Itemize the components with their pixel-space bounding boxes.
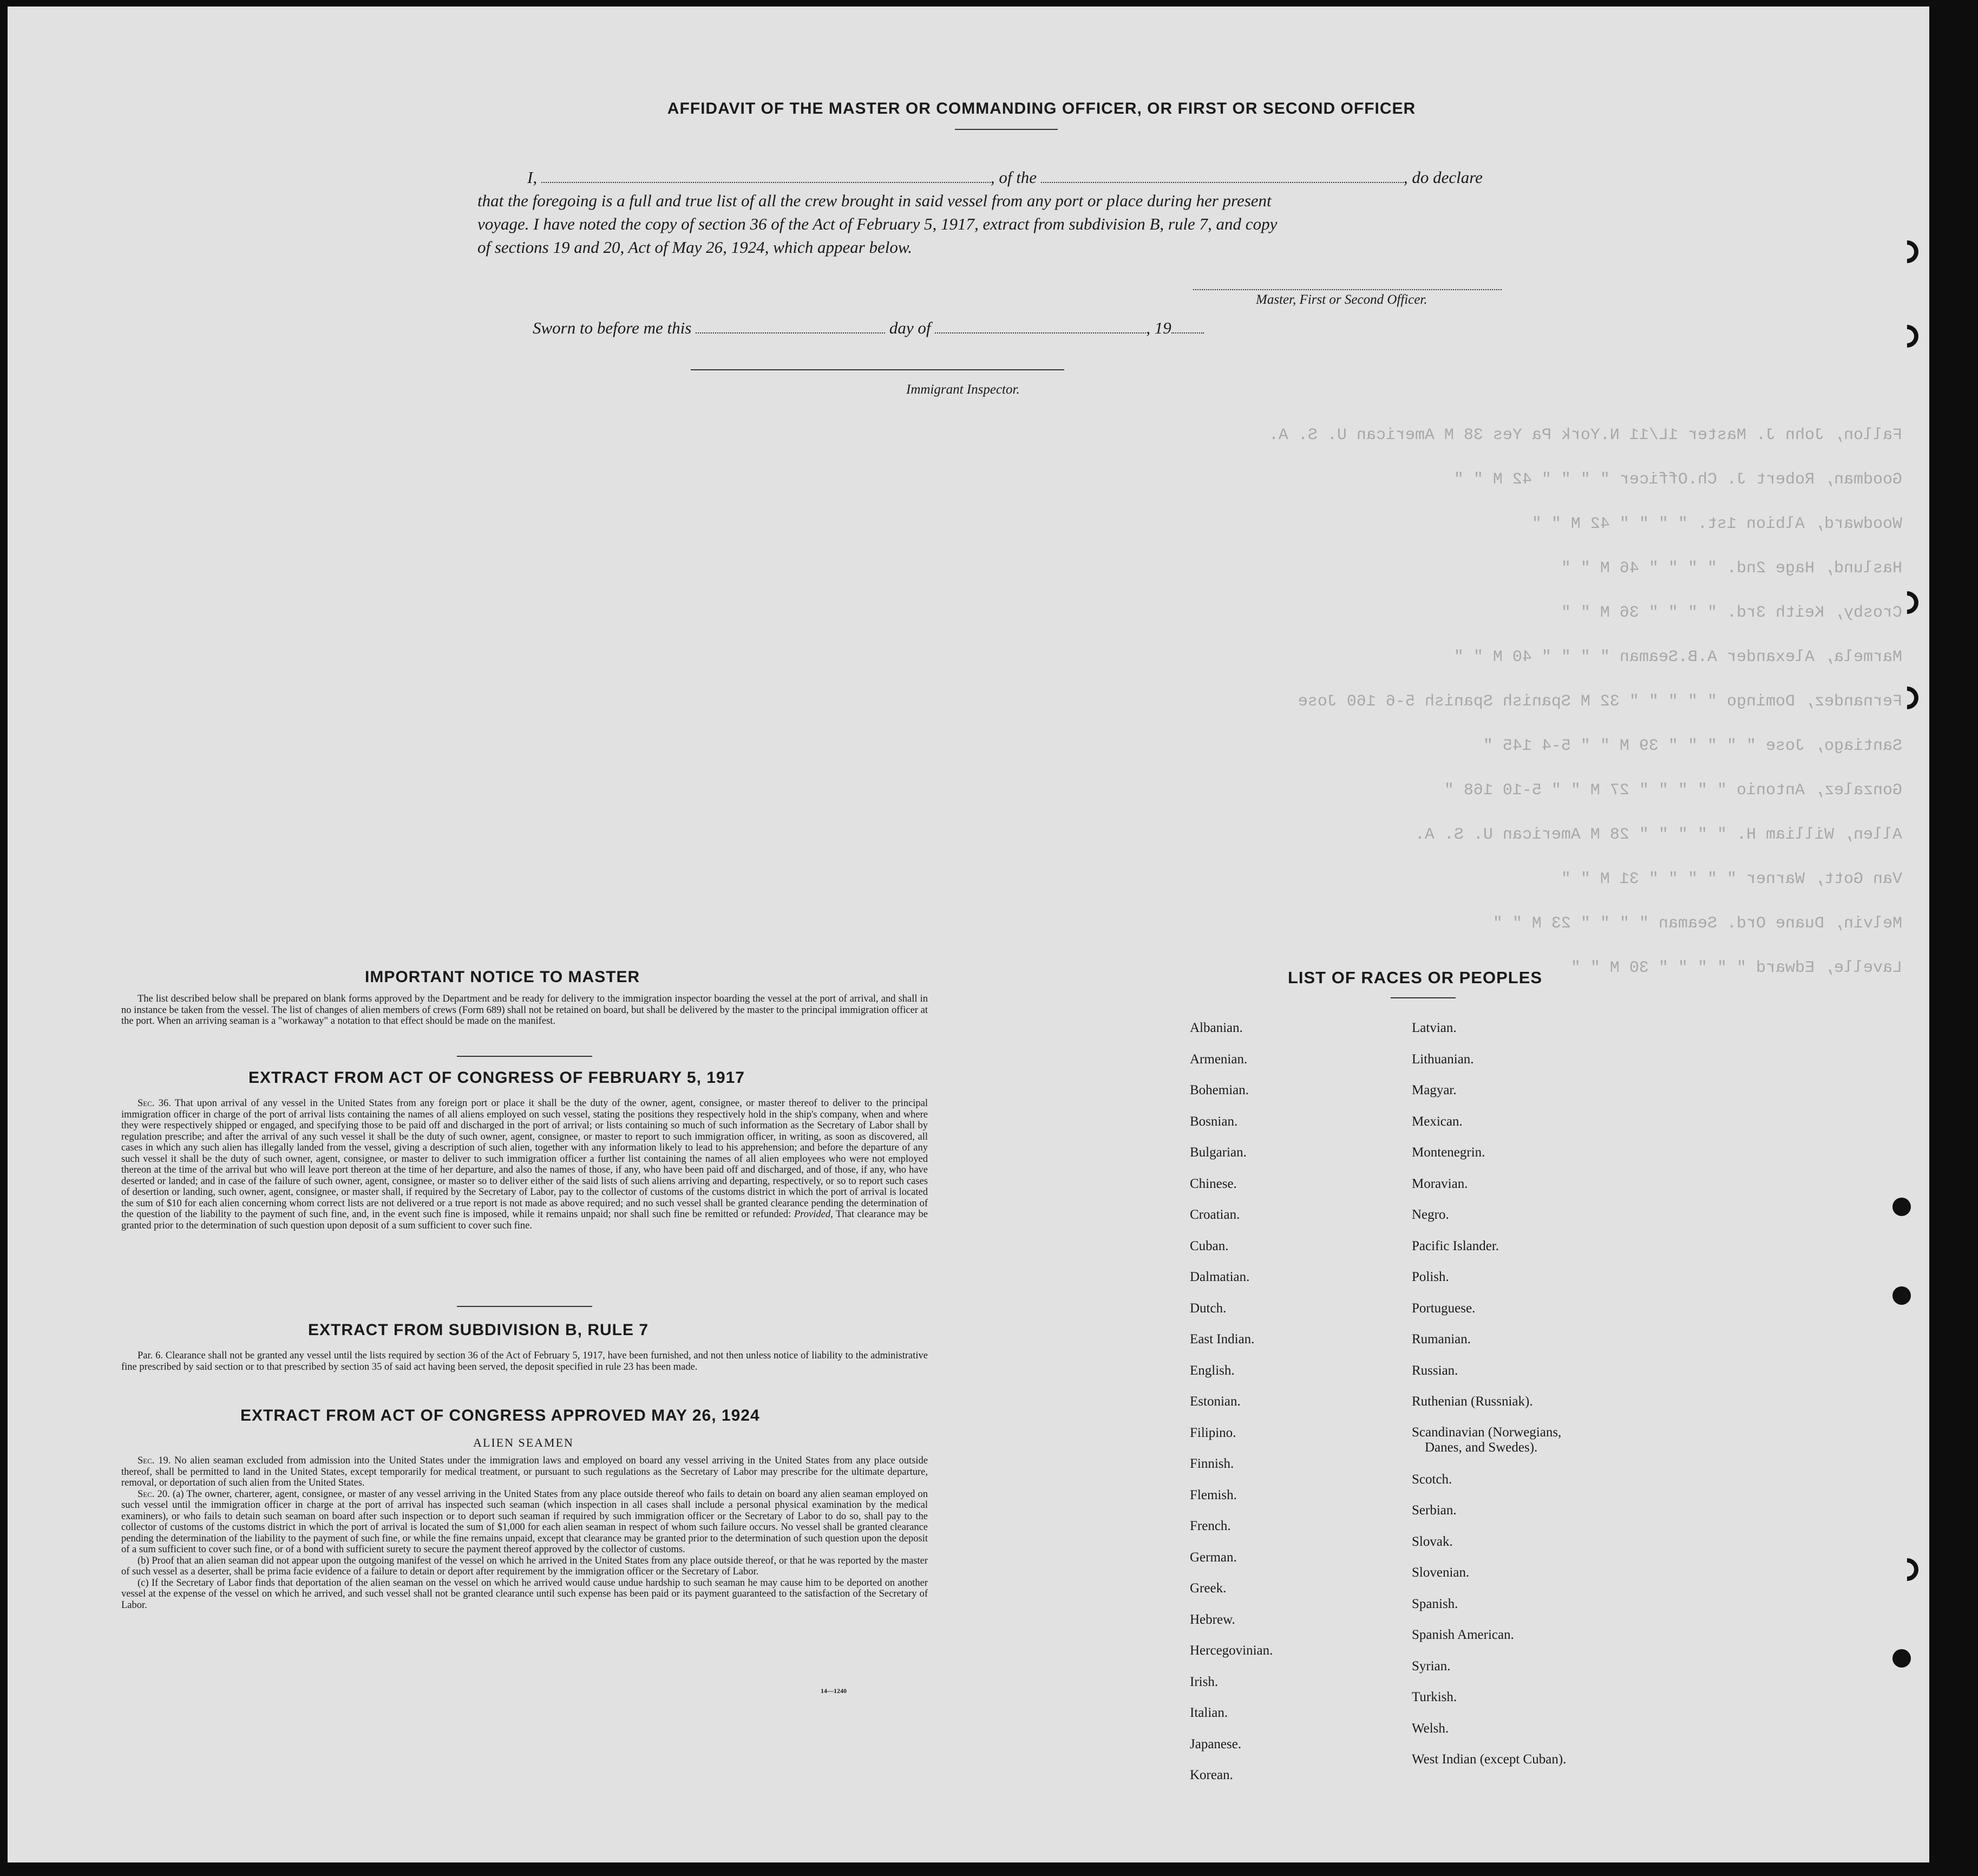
alien-seamen-subtitle: ALIEN SEAMEN: [473, 1436, 574, 1449]
race-item: Lithuanian.: [1412, 1051, 1474, 1067]
race-item: English.: [1190, 1363, 1235, 1378]
race-item: Moravian.: [1412, 1176, 1468, 1191]
race-item: Dutch.: [1190, 1300, 1227, 1316]
race-item: Croatian.: [1190, 1207, 1240, 1222]
notice-text: [121, 993, 928, 1027]
rule7-paragraph: Par. 6. Clearance shall not be granted any vessel until the lists required by section 36 of the Act of February 5, 1917, have been furnished, and not then unless notice of liability to the administrative fine prescribed by said section or to that prescribed by section 35 of said act having been served, the deposit specified in rule 23 has been made.: [121, 1350, 928, 1372]
race-item: Pacific Islander.: [1412, 1238, 1499, 1253]
race-item: Albanian.: [1190, 1021, 1243, 1035]
notice-paragraph: The list described below shall be prepared on blank forms approved by the Department and be ready for delivery to the immigration inspector boarding the vessel at the port of arrival, and shall in no instance be taken from the vessel. The list of changes of alien members of crews (Form 689) shall not be retained on board, but shall be delivered by the master to the principal immigration officer at the port. When an arriving seaman is a "workaway" a notation to that effect should be made on the manifest.: [121, 993, 928, 1027]
race-item: Welsh.: [1412, 1721, 1449, 1736]
races-title: LIST OF RACES OR PEOPLES: [1287, 968, 1543, 987]
affidavit-line-2: that the foregoing is a full and true list of all the crew brought in said vessel from any port or place during her present: [477, 191, 1272, 210]
race-item: West Indian (except Cuban).: [1412, 1752, 1567, 1767]
affidavit-of-the: , of the: [990, 168, 1037, 187]
bleed-through-row: Fernandez, Domingo " " " " " 32 M Spanish Spanish 5-6 160 Jose: [1298, 692, 1902, 711]
bleed-through-row: Fallon, John J. Master 1L/11 N.York Pa Yes 38 M American U. S. A.: [1268, 426, 1902, 445]
race-item: Russian.: [1412, 1363, 1458, 1378]
race-item: Estonian.: [1190, 1394, 1241, 1409]
race-item: Turkish.: [1412, 1690, 1457, 1704]
master-signature-label: Master, First or Second Officer.: [1256, 292, 1427, 307]
race-item: Syrian.: [1412, 1658, 1451, 1674]
extract-rule7-text: [121, 1350, 928, 1372]
extract-1924-title: EXTRACT FROM ACT OF CONGRESS APPROVED MAY 26, 1924: [240, 1407, 760, 1424]
sec-19-paragraph: [121, 1455, 928, 1489]
sworn-month-blank[interactable]: [935, 319, 1146, 334]
race-item: East Indian.: [1190, 1332, 1255, 1346]
divider: [457, 1056, 592, 1057]
race-item: Slovenian.: [1412, 1565, 1470, 1580]
punch-hole: [1891, 1553, 1923, 1585]
sec-20b-paragraph: (b) Proof that an alien seaman did not appear upon the outgoing manifest of the vessel on which he arrived in the United States from any place outside thereof, or that he was reported by the master of such vessel as a deserter, shall be prima facie evidence of a failure to detain or deport after requirement by the immigration officer or the Secretary of Labor.: [121, 1555, 928, 1577]
sworn-day-blank[interactable]: [696, 319, 885, 334]
bleed-through-row: Crosby, Keith 3rd. " " " " 36 M " ": [1561, 604, 1902, 622]
race-item: Finnish.: [1190, 1456, 1234, 1471]
race-item: Scotch.: [1412, 1472, 1452, 1487]
races-left-column: [1190, 1012, 1273, 1791]
sec-36-end: That clearance may be granted prior to the determination of such question upon deposit of a sum sufficient to cover such fine.: [121, 1209, 928, 1231]
master-signature-line[interactable]: [1193, 289, 1502, 290]
race-item: Portuguese.: [1412, 1300, 1476, 1316]
race-item: Hercegovinian.: [1190, 1643, 1273, 1658]
extract-1917-text: [121, 1098, 928, 1231]
notice-title: IMPORTANT NOTICE TO MASTER: [365, 968, 640, 986]
master-name-blank[interactable]: [541, 169, 991, 183]
bleed-through-row: Santiago, Jose " " " " " 39 M " " 5-4 145 ": [1483, 737, 1902, 755]
race-item: Spanish.: [1412, 1596, 1458, 1611]
races-divider: [1391, 997, 1456, 998]
race-item: Negro.: [1412, 1207, 1449, 1222]
bleed-through-row: Gonzalez, Antonio " " " " " 27 M " " 5-10 168 ": [1444, 781, 1902, 800]
bleed-through-row: Woodward, Albion 1st. " " " " 42 M " ": [1531, 515, 1902, 533]
race-item: Greek.: [1190, 1581, 1227, 1596]
document-page: [8, 6, 1929, 1862]
race-item: Italian.: [1190, 1705, 1228, 1720]
title-underline: [955, 129, 1058, 130]
extract-rule7-title: EXTRACT FROM SUBDIVISION B, RULE 7: [308, 1321, 649, 1339]
sec-20c-paragraph: (c) If the Secretary of Labor finds that deportation of the alien seaman on the vessel on which he arrived would cause undue hardship to such seaman he may cause him to be deported on another vessel at the expense of the vessel on which he arrived, and such vessel shall not be granted clearance until such expense has been paid or its payment guaranteed to the satisfaction of the Secretary of Labor.: [121, 1577, 928, 1611]
race-item: Filipino.: [1190, 1425, 1236, 1440]
race-item: Bosnian.: [1190, 1114, 1238, 1129]
bleed-through-row: Lavelle, Edward " " " " " 30 M " ": [1570, 959, 1902, 977]
race-item: Mexican.: [1412, 1114, 1463, 1129]
race-item: French.: [1190, 1519, 1231, 1533]
bleed-through-row: Marmela, Alexander A.B.Seaman " " " " 40 M " ": [1453, 648, 1902, 666]
sec-19-label: Sec. 19.: [137, 1455, 171, 1466]
sec-19-body: No alien seaman excluded from admission into the United States under the immigration laws and employed on board any vessel arriving in the United States from any place outside thereof, shall be permitted to land in the United States, except temporarily for medical treatment, or pursuant to such regulations as the Secretary of Labor may prescribe for the ultimate departure, removal, or deportation of such alien from the United States.: [121, 1455, 928, 1488]
sec-36-label: Sec. 36.: [137, 1098, 171, 1109]
sec-36-body: That upon arrival of any vessel in the United States from any foreign port or place it shall be the duty of the owner, agent, consignee, or master thereof to deliver to the principal immigration officer in charge of the port of arrival lists containing the names of all aliens employed on such vessel, stating the positions they respectively hold in the ship's company, when and where they were respectively shipped or engaged, and specifying those to be paid off and discharged in the port of arrival; or lists containing so much of such information as the Secretary of Labor shall by regulation prescribe; and after the arrival of any such vessel it shall be the duty of such owner, agent, consignee, or master to report to such immigration officer, in writing, as soon as discovered, all cases in which any such alien has illegally landed from the vessel, giving a description of such alien, together with any information likely to lead to his apprehension; and before the departure of any such vessel it shall be the duty of such owner, agent, consignee, or master to deliver to such immigration officer a further list containing the names of all alien employees who were not employed thereon at the time of the arrival but who will leave port thereon at the time of her departure, and also the names of those, if any, who have been paid off and discharged, and of those, if any, who have deserted or landed; and in case of the failure of such owner, agent, consignee, or master so to deliver either of the said lists of such aliens arriving and departing, respectively, or so to report such cases of desertion or landing, such owner, agent, consignee, or master shall, if required by the Secretary of Labor, pay to the collector of customs of the customs district in which the port of arrival is located the sum of $10 for each alien concerning whom correct lists are not delivered or a true report is not made as above required; and no such vessel shall be granted clearance pending the determination of the question of the liability to the payment of such fine, and, in the event such fine is imposed, while it remains unpaid; nor shall such fine be remitted or refunded:: [121, 1098, 928, 1220]
race-item: Polish.: [1412, 1270, 1449, 1284]
race-item: Ruthenian (Russniak).: [1412, 1394, 1533, 1409]
race-item: Hebrew.: [1190, 1612, 1235, 1627]
affidavit-title: AFFIDAVIT OF THE MASTER OR COMMANDING OFFICER, OR FIRST OR SECOND OFFICER: [667, 100, 1416, 117]
extract-1924-text: [121, 1455, 928, 1611]
bleed-through-row: Allen, William H. " " " " " 28 M American U. S. A.: [1414, 826, 1902, 844]
race-item: Dalmatian.: [1190, 1270, 1250, 1284]
race-item: Flemish.: [1190, 1487, 1237, 1502]
sworn-year: , 19: [1146, 318, 1171, 337]
race-item: Japanese.: [1190, 1736, 1242, 1751]
sec-20a-paragraph: [121, 1489, 928, 1555]
bleed-through-row: Van Gott, Warner " " " " " 31 M " ": [1561, 870, 1902, 888]
race-item: Montenegrin.: [1412, 1145, 1485, 1160]
race-item: Serbian.: [1412, 1503, 1457, 1518]
affidavit-declare: , do declare: [1403, 168, 1483, 187]
races-right-column: [1412, 1012, 1566, 1775]
sworn-text: Sworn to before me this: [533, 318, 692, 337]
race-item: Korean.: [1190, 1768, 1233, 1782]
vessel-name-blank[interactable]: [1041, 169, 1404, 183]
punch-hole: [1892, 1649, 1911, 1668]
race-item: Cuban.: [1190, 1238, 1229, 1253]
divider: [457, 1306, 592, 1307]
sworn-day-of: day of: [889, 318, 931, 337]
extract-1917-title: EXTRACT FROM ACT OF CONGRESS OF FEBRUARY 5, 1917: [248, 1069, 745, 1087]
form-number: 14—1240: [821, 1687, 847, 1695]
race-item: Chinese.: [1190, 1176, 1237, 1191]
inspector-label: Immigrant Inspector.: [906, 382, 1020, 397]
race-item: Magyar.: [1412, 1083, 1457, 1097]
sec-20a-body: (a) The owner, charterer, agent, consignee, or master of any vessel arriving in the United States from any place outside thereof who fails to detain on board any alien seaman employed on such vessel until the immigration officer in charge at the port of arrival has inspected such seaman (which inspection in all cases shall include a personal physical examination by the medical examiners), or who fails to detain such seaman on board after such inspection or to deport such seaman if required by such immigration officer or the Secretary of Labor to do so, shall pay to the collector of customs of the customs district in which the port of arrival is located the sum of $1,000 for each alien seaman in respect of whom such failure occurs. No vessel shall be granted clearance pending the determination of the liability to the payment of such fine, or while the fine remains unpaid, except that clearance may be granted prior to the determination of such question upon the deposit of a sum sufficient to cover such fine, or of a bond with sufficient surety to secure the payment thereof approved by the collector of customs.: [121, 1488, 928, 1555]
bleed-through-row: Melvin, Duane Ord. Seaman " " " " 23 M " ": [1492, 914, 1902, 933]
affidavit-line-3: voyage. I have noted the copy of section 36 of the Act of February 5, 1917, extract from subdivision B, rule 7, and copy: [477, 214, 1278, 233]
sec-20-label: Sec. 20.: [137, 1488, 170, 1500]
affidavit-i: I,: [527, 168, 538, 187]
punch-hole: [1892, 1286, 1911, 1305]
race-item: Spanish American.: [1412, 1627, 1514, 1642]
affidavit-line-1: [527, 167, 1483, 188]
sec-36-proviso: Provided,: [794, 1209, 833, 1220]
race-item: Bohemian.: [1190, 1083, 1249, 1097]
sec-36-paragraph: [121, 1098, 928, 1231]
race-item: Armenian.: [1190, 1051, 1248, 1067]
race-item: Scandinavian (Norwegians, Danes, and Swedes).: [1412, 1424, 1562, 1455]
sworn-line: [533, 317, 1204, 339]
sworn-year-blank[interactable]: [1171, 319, 1204, 334]
bleed-through-row: Haslund, Hage 2nd. " " " " 46 M " ": [1561, 559, 1902, 578]
race-item: Irish.: [1190, 1674, 1219, 1689]
race-item: Bulgarian.: [1190, 1145, 1247, 1160]
race-item: German.: [1190, 1550, 1237, 1565]
race-item: Latvian.: [1412, 1021, 1457, 1035]
punch-hole: [1891, 320, 1923, 352]
bleed-through-row: Goodman, Robert J. Ch.Officer " " " " 42 M " ": [1453, 470, 1902, 489]
punch-hole: [1892, 1198, 1911, 1216]
race-item: Rumanian.: [1412, 1332, 1471, 1346]
race-item: Slovak.: [1412, 1534, 1453, 1549]
affidavit-line-4: of sections 19 and 20, Act of May 26, 1924, which appear below.: [477, 238, 913, 257]
inspector-signature-line[interactable]: [691, 369, 1064, 370]
punch-hole: [1891, 236, 1923, 267]
